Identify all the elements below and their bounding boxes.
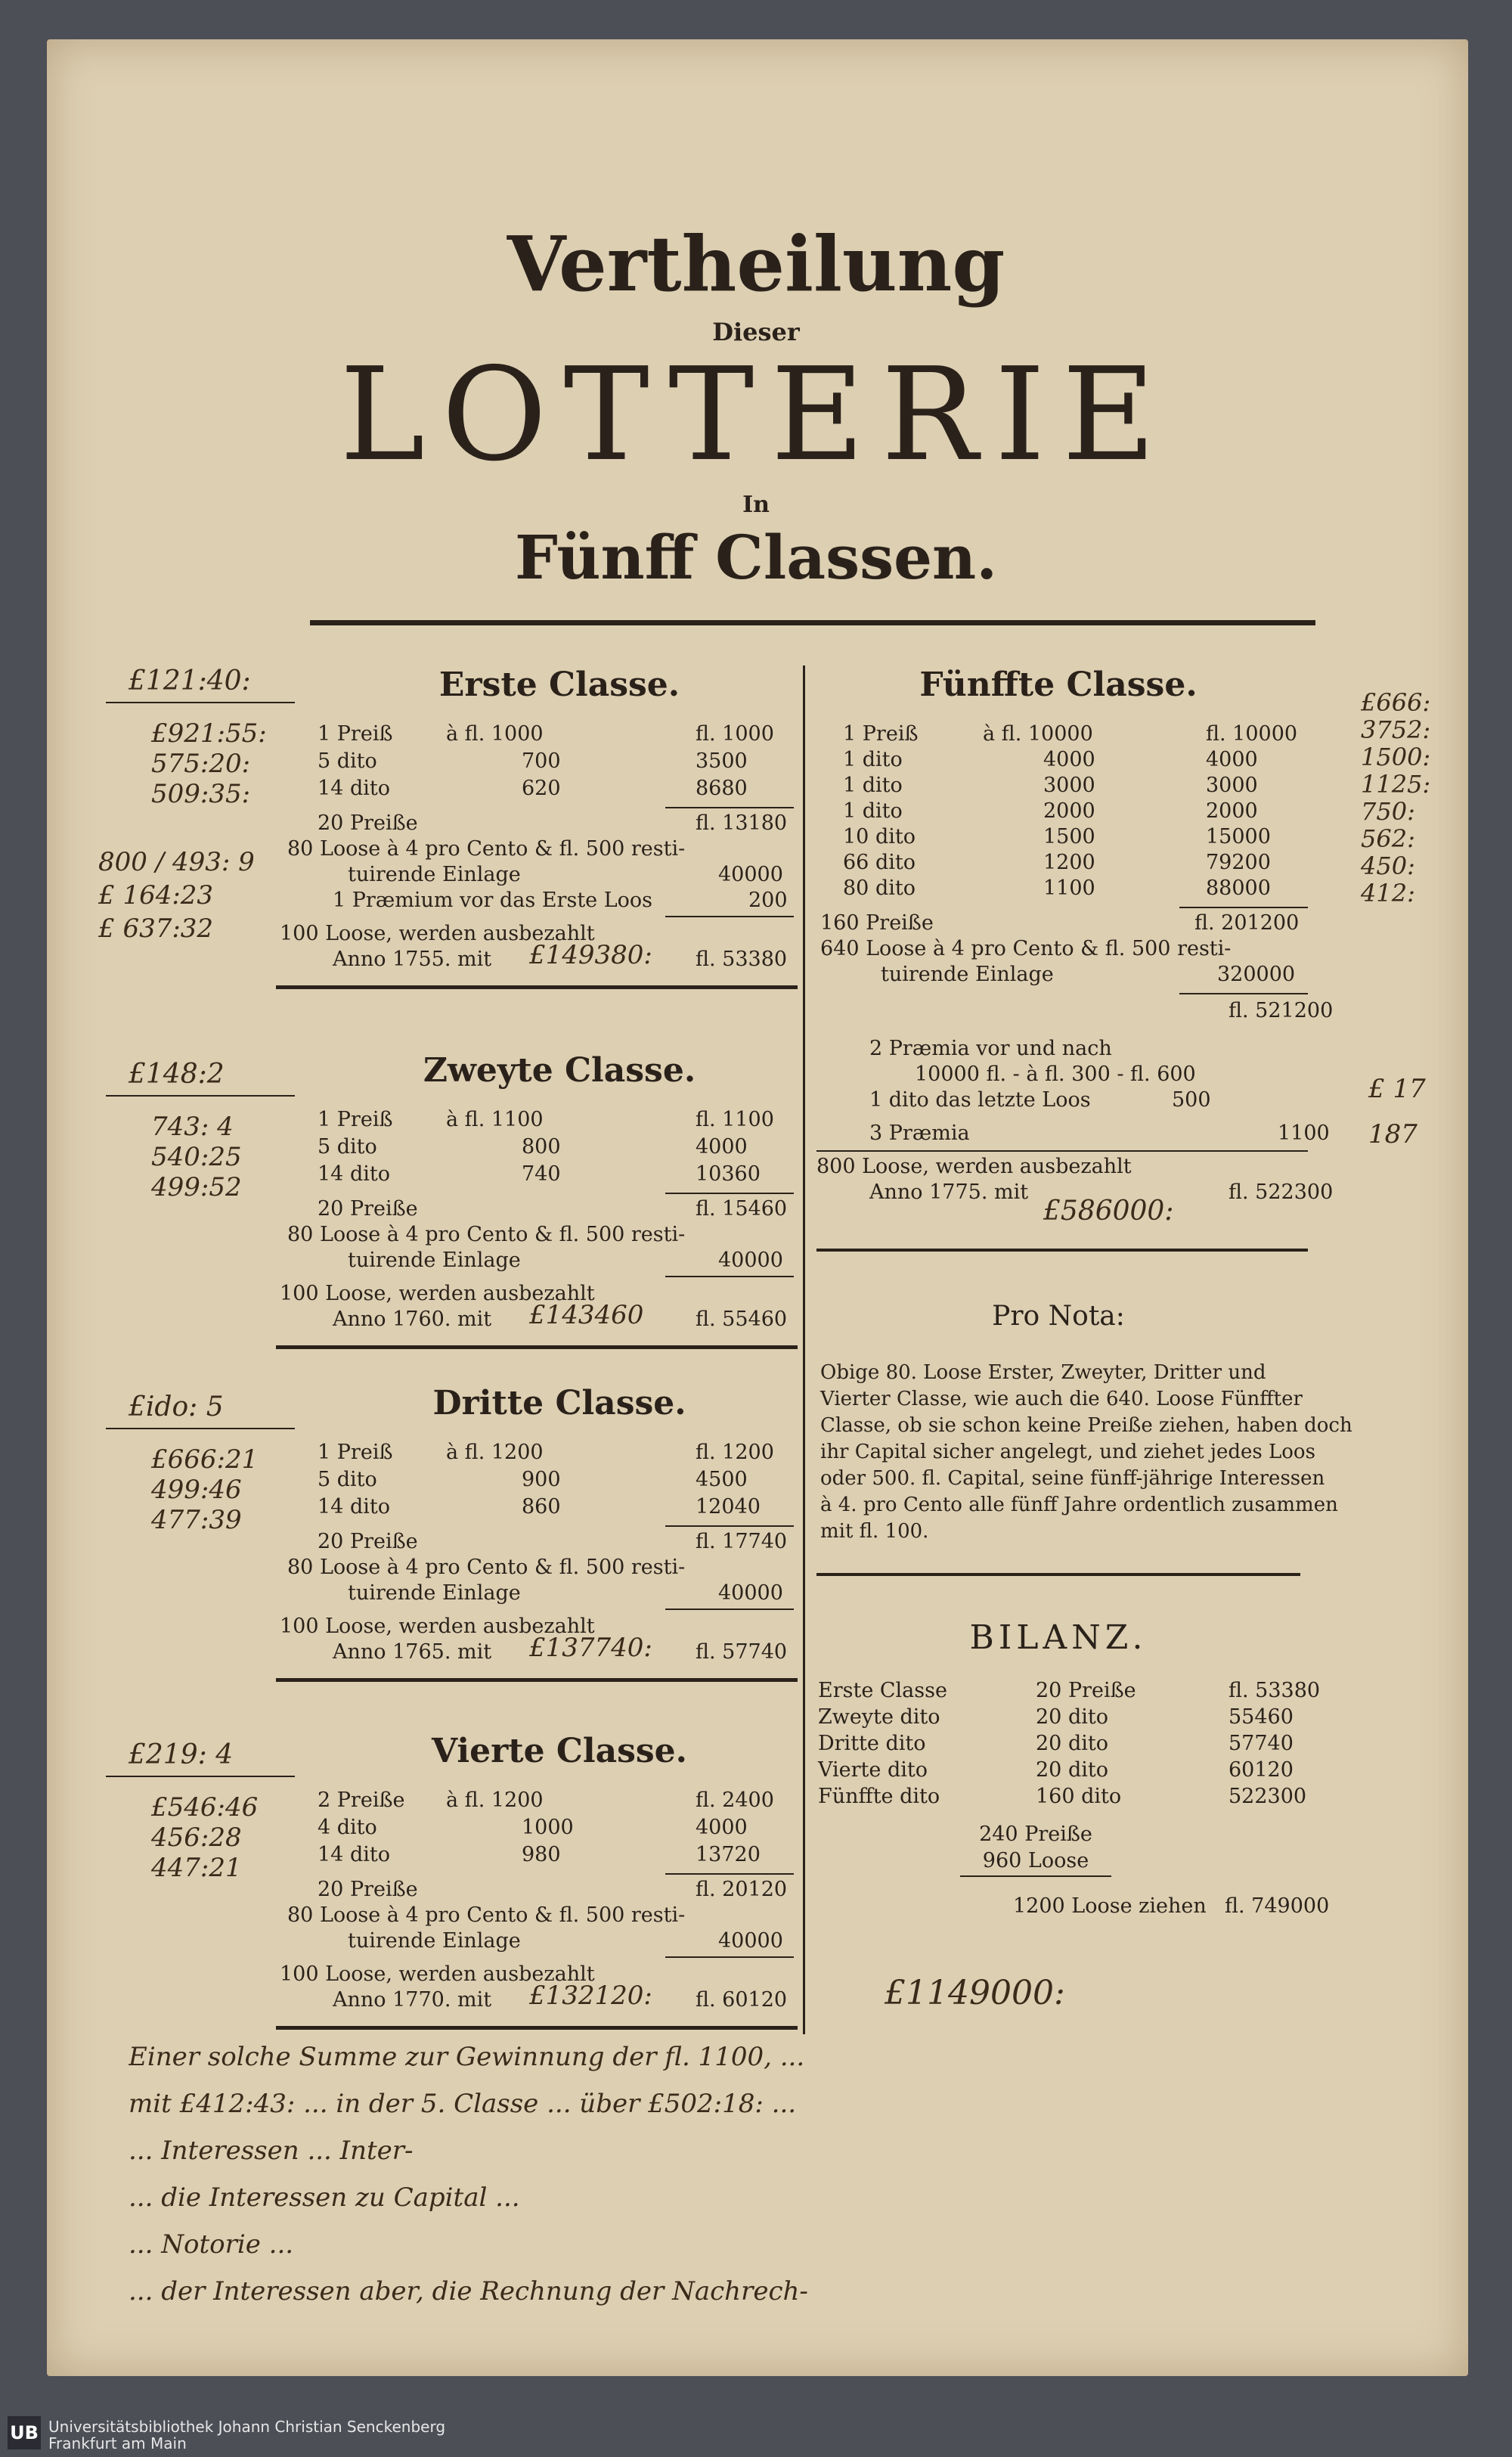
prize-amount: 3000 xyxy=(1043,774,1095,797)
title-in: In xyxy=(742,492,770,518)
sum-value: fl. 20120 xyxy=(696,1878,788,1901)
premia-line-1: 2 Præmia vor und nach xyxy=(869,1037,1112,1060)
bilanz-amount: 522300 xyxy=(1228,1785,1307,1808)
prize-count: 1 Preiß xyxy=(843,722,919,746)
prize-amount: à fl. 10000 xyxy=(983,722,1093,746)
paid-line-1: 800 Loose, werden ausbezahlt xyxy=(816,1155,1132,1178)
sum-value: fl. 15460 xyxy=(696,1197,788,1221)
paid-line-1: 100 Loose, werden ausbezahlt xyxy=(280,1615,595,1638)
paid-rule xyxy=(665,916,794,917)
paid-rule xyxy=(665,1956,794,1958)
bilanz-prizes: 20 dito xyxy=(1036,1705,1108,1729)
prize-count: 1 Preiß xyxy=(318,722,393,746)
margin-note: £546:46 xyxy=(151,1792,259,1823)
margin-note: £ 164:23 xyxy=(98,880,214,911)
margin-note: 1500: xyxy=(1361,743,1431,771)
fifth-end-rule xyxy=(816,1249,1308,1252)
bilanz-final-value: fl. 749000 xyxy=(1225,1894,1330,1918)
margin-note: 447:21 xyxy=(151,1853,242,1883)
title-lotterie: LOTTERIE xyxy=(339,340,1173,490)
prize-amount: 2000 xyxy=(1043,799,1095,823)
margin-note: 800 / 493: 9 xyxy=(98,847,255,877)
bilanz-amount: 55460 xyxy=(1228,1705,1294,1729)
prize-amount: 700 xyxy=(522,749,561,773)
bilanz-prizes: 20 Preiße xyxy=(1036,1679,1136,1702)
sum-rule xyxy=(665,807,794,808)
title-dieser: Dieser xyxy=(712,318,800,346)
sum-value: fl. 17740 xyxy=(696,1530,788,1553)
paid-value: fl. 522300 xyxy=(1228,1180,1334,1204)
prize-count: 1 dito xyxy=(843,774,903,797)
lots-value: 40000 xyxy=(718,1249,783,1272)
bilanz-class: Vierte dito xyxy=(818,1758,928,1782)
bilanz-prizes: 160 dito xyxy=(1036,1785,1122,1808)
lots-line-1: 80 Loose à 4 pro Cento & fl. 500 resti- xyxy=(287,837,686,861)
class-heading: Erste Classe. xyxy=(438,665,680,704)
sum-rule xyxy=(665,1873,794,1875)
prize-total: fl. 1000 xyxy=(696,722,774,746)
prize-total: 88000 xyxy=(1206,876,1271,900)
paid-line-1: 100 Loose, werden ausbezahlt xyxy=(280,1962,595,1986)
lots-value: 40000 xyxy=(718,863,783,886)
margin-note: £219: 4 xyxy=(129,1739,234,1770)
paid-value: fl. 53380 xyxy=(696,948,788,971)
class-end-rule xyxy=(276,2026,798,2030)
paid-line-1: 100 Loose, werden ausbezahlt xyxy=(280,1282,595,1305)
class-heading: Dritte Classe. xyxy=(432,1384,686,1422)
handwritten-line: ... Interessen ... Inter- xyxy=(129,2136,414,2166)
bilanz-class: Dritte dito xyxy=(818,1732,926,1755)
prize-amount: à fl. 1100 xyxy=(446,1108,544,1131)
handwritten-line: Einer solche Summe zur Gewinnung der fl. 1100, ... xyxy=(129,2042,805,2072)
nota-heading: Pro Nota: xyxy=(992,1301,1125,1332)
handwritten-line: ... Notorie ... xyxy=(129,2229,294,2260)
margin-note: 562: xyxy=(1361,824,1415,853)
library-footer xyxy=(0,2409,1512,2457)
class-hand-total: £132120: xyxy=(529,1981,652,2011)
prize-amount: 4000 xyxy=(1043,748,1095,771)
class-heading: Vierte Classe. xyxy=(432,1732,687,1770)
margin-note: £921:55: xyxy=(151,718,267,749)
library-name: Universitätsbibliothek Johann Christian Senckenberg xyxy=(48,2418,446,2436)
prize-total: 3500 xyxy=(696,749,748,773)
paid-line-1: 100 Loose, werden ausbezahlt xyxy=(280,922,595,945)
prize-amount: à fl. 1000 xyxy=(446,722,544,746)
prize-total: 79200 xyxy=(1206,851,1271,874)
class-end-rule xyxy=(276,1345,798,1349)
sum-label: 20 Preiße xyxy=(318,811,418,835)
lots-line-2: tuirende Einlage xyxy=(348,863,521,886)
bilanz-sum-lots: 960 Loose xyxy=(982,1849,1089,1872)
prize-count: 14 dito xyxy=(318,1843,390,1866)
lots-value: 40000 xyxy=(718,1581,783,1605)
library-logo: UB xyxy=(8,2416,41,2449)
library-city: Frankfurt am Main xyxy=(48,2434,187,2452)
premia-line-2: 10000 fl. - à fl. 300 - fl. 600 xyxy=(915,1063,1196,1086)
paid-line-2: Anno 1755. mit xyxy=(333,948,492,971)
prize-amount: 1200 xyxy=(1043,851,1095,874)
margin-note: 499:46 xyxy=(151,1475,242,1505)
prize-total: 15000 xyxy=(1206,825,1271,848)
prize-count: 1 Preiß xyxy=(318,1441,393,1464)
nota-line: à 4. pro Cento alle fünff Jahre ordentlich zusammen xyxy=(820,1494,1338,1516)
paid-line-2: Anno 1770. mit xyxy=(333,1988,492,2012)
bilanz-class: Zweyte dito xyxy=(818,1705,940,1729)
margin-rule xyxy=(106,1428,295,1429)
paid-rule xyxy=(665,1276,794,1277)
margin-note: £121:40: xyxy=(129,665,251,696)
sum-label: 20 Preiße xyxy=(318,1878,418,1901)
prize-count: 80 dito xyxy=(843,876,916,900)
title-vertheilung: Vertheilung xyxy=(507,219,1005,309)
bilanz-sum-rule xyxy=(960,1875,1111,1877)
margin-note: 540:25 xyxy=(151,1142,242,1172)
nota-line: Vierter Classe, wie auch die 640. Loose Fünffter xyxy=(820,1388,1303,1410)
prize-amount: 980 xyxy=(522,1843,561,1866)
prize-count: 1 Preiß xyxy=(318,1108,393,1131)
prize-count: 10 dito xyxy=(843,825,916,848)
prize-amount: à fl. 1200 xyxy=(446,1441,544,1464)
prize-count: 1 dito xyxy=(843,799,903,823)
bilanz-class: Fünffte dito xyxy=(818,1785,940,1808)
bilanz-prizes: 20 dito xyxy=(1036,1732,1108,1755)
prize-total: fl. 1200 xyxy=(696,1441,774,1464)
title-rule xyxy=(310,620,1315,625)
premium-value: 200 xyxy=(748,889,788,912)
lots-line-2: tuirende Einlage xyxy=(348,1929,521,1953)
prize-count: 4 dito xyxy=(318,1816,377,1839)
bilanz-final-label: 1200 Loose ziehen xyxy=(1013,1894,1207,1918)
margin-note: 187 xyxy=(1368,1119,1418,1149)
margin-note: 750: xyxy=(1361,797,1415,826)
prize-amount: 860 xyxy=(522,1495,561,1519)
class-end-rule xyxy=(276,1678,798,1682)
class-hand-total: £137740: xyxy=(529,1633,652,1663)
prize-total: 13720 xyxy=(696,1843,761,1866)
bilanz-amount: 60120 xyxy=(1228,1758,1294,1782)
nota-line: mit fl. 100. xyxy=(820,1520,929,1543)
prize-total: 4000 xyxy=(696,1816,748,1839)
margin-note: 450: xyxy=(1361,852,1415,880)
class-hand-total: £149380: xyxy=(529,940,652,970)
paid-value: fl. 60120 xyxy=(696,1988,788,2012)
margin-rule xyxy=(106,1095,295,1097)
class-hand-total: £143460 xyxy=(529,1300,644,1330)
margin-note: 3752: xyxy=(1361,715,1431,744)
prize-amount: à fl. 1200 xyxy=(446,1788,544,1812)
prize-count: 14 dito xyxy=(318,1495,390,1519)
prize-amount: 900 xyxy=(522,1468,561,1491)
prize-count: 2 Preiße xyxy=(318,1788,405,1812)
margin-note: 743: 4 xyxy=(151,1112,234,1142)
margin-note: 1125: xyxy=(1361,770,1431,799)
prize-amount: 740 xyxy=(522,1162,561,1186)
handwritten-line: ... die Interessen zu Capital ... xyxy=(129,2182,520,2213)
prize-count: 5 dito xyxy=(318,749,377,773)
paid-value: fl. 57740 xyxy=(696,1640,788,1664)
prize-count: 5 dito xyxy=(318,1135,377,1159)
prize-total: 3000 xyxy=(1206,774,1258,797)
margin-note: 456:28 xyxy=(151,1823,242,1853)
premia-sum-value: 1100 xyxy=(1278,1121,1330,1145)
margin-note: £666:21 xyxy=(151,1444,259,1475)
fifth-hand-total: £586000: xyxy=(1043,1196,1174,1227)
paid-value: fl. 55460 xyxy=(696,1308,788,1331)
margin-note: £148:2 xyxy=(129,1059,225,1090)
prize-total: 2000 xyxy=(1206,799,1258,823)
prize-total: 12040 xyxy=(696,1495,761,1519)
prize-amount: 1100 xyxy=(1043,876,1095,900)
margin-note: £666: xyxy=(1361,688,1431,717)
premia-line-3-value: 500 xyxy=(1172,1088,1211,1112)
bilanz-amount: 57740 xyxy=(1228,1732,1294,1755)
prize-total: 4000 xyxy=(1206,748,1258,771)
prize-amount: 800 xyxy=(522,1135,561,1159)
sum-value: fl. 13180 xyxy=(696,811,788,835)
lots-line-1: 640 Loose à 4 pro Cento & fl. 500 resti- xyxy=(820,937,1232,960)
bilanz-sum-prizes: 240 Preiße xyxy=(979,1823,1092,1846)
margin-note: 477:39 xyxy=(151,1505,242,1535)
margin-rule xyxy=(106,702,295,703)
subtotal-value: fl. 521200 xyxy=(1228,999,1334,1022)
handwritten-line: ... der Interessen aber, die Rechnung der Nachrech- xyxy=(129,2276,808,2307)
margin-note: 509:35: xyxy=(151,779,251,809)
sum-label: 20 Preiße xyxy=(318,1197,418,1221)
sum-value: fl. 201200 xyxy=(1194,911,1300,935)
prize-total: fl. 2400 xyxy=(696,1788,774,1812)
nota-line: Classe, ob sie schon keine Preiße ziehen, haben doch xyxy=(820,1414,1352,1437)
prize-count: 14 dito xyxy=(318,777,390,800)
handwritten-line: mit £412:43: ... in der 5. Classe ... über £502:18: ... xyxy=(129,2089,797,2119)
paid-line-2: Anno 1775. mit xyxy=(869,1180,1029,1204)
prize-total: 10360 xyxy=(696,1162,761,1186)
bilanz-rule xyxy=(816,1573,1300,1576)
sum-label: 20 Preiße xyxy=(318,1530,418,1553)
sum-rule xyxy=(665,1193,794,1194)
lots-line-1: 80 Loose à 4 pro Cento & fl. 500 resti- xyxy=(287,1223,686,1246)
margin-note: 412: xyxy=(1361,879,1415,907)
lots-line-2: tuirende Einlage xyxy=(348,1249,521,1272)
lots-line-1: 80 Loose à 4 pro Cento & fl. 500 resti- xyxy=(287,1556,686,1579)
margin-rule xyxy=(106,1776,295,1777)
prize-amount: 1000 xyxy=(522,1816,574,1839)
sum-rule xyxy=(1179,907,1308,908)
paid-rule xyxy=(665,1609,794,1610)
fifth-class-heading: Fünffte Classe. xyxy=(919,665,1198,704)
premia-sum-label: 3 Præmia xyxy=(869,1121,970,1145)
prize-total: fl. 10000 xyxy=(1206,722,1298,746)
bilanz-class: Erste Classe xyxy=(818,1679,947,1702)
margin-note: £ 637:32 xyxy=(98,914,214,944)
sum-rule xyxy=(665,1525,794,1527)
lots-line-2: tuirende Einlage xyxy=(348,1581,521,1605)
prize-amount: 620 xyxy=(522,777,561,800)
paid-rule xyxy=(816,1150,1308,1152)
sum-label: 160 Preiße xyxy=(820,911,934,935)
paid-line-2: Anno 1760. mit xyxy=(333,1308,492,1331)
lots-line-2: tuirende Einlage xyxy=(881,963,1054,986)
bilanz-heading: BILANZ. xyxy=(969,1618,1148,1657)
prize-count: 66 dito xyxy=(843,851,916,874)
prize-total: 4500 xyxy=(696,1468,748,1491)
premium-label: 1 Præmium vor das Erste Loos xyxy=(333,889,653,912)
nota-line: Obige 80. Loose Erster, Zweyter, Dritter und xyxy=(820,1361,1266,1384)
margin-note: 575:20: xyxy=(151,749,251,779)
prize-total: fl. 1100 xyxy=(696,1108,774,1131)
bilanz-prizes: 20 dito xyxy=(1036,1758,1108,1782)
lots-line-1: 80 Loose à 4 pro Cento & fl. 500 resti- xyxy=(287,1903,686,1927)
lots-value: 320000 xyxy=(1217,963,1296,986)
prize-total: 4000 xyxy=(696,1135,748,1159)
title-fuenff-classen: Fünff Classen. xyxy=(514,522,998,593)
bilanz-amount: fl. 53380 xyxy=(1228,1679,1321,1702)
column-divider xyxy=(803,665,805,2034)
lots-value: 40000 xyxy=(718,1929,783,1953)
prize-total: 8680 xyxy=(696,777,748,800)
prize-amount: 1500 xyxy=(1043,825,1095,848)
nota-line: oder 500. fl. Capital, seine fünff-jährige Interessen xyxy=(820,1467,1325,1490)
prize-count: 1 dito xyxy=(843,748,903,771)
class-heading: Zweyte Classe. xyxy=(423,1051,696,1090)
class-end-rule xyxy=(276,985,798,989)
paid-line-2: Anno 1765. mit xyxy=(333,1640,492,1664)
nota-line: ihr Capital sicher angelegt, und ziehet jedes Loos xyxy=(820,1441,1315,1463)
prize-count: 5 dito xyxy=(318,1468,377,1491)
margin-note: £ido: 5 xyxy=(129,1391,224,1422)
subtotal-rule xyxy=(1179,993,1308,994)
bilanz-hand-total: £1149000: xyxy=(885,1974,1065,2012)
margin-note: 499:52 xyxy=(151,1172,242,1202)
premia-line-3: 1 dito das letzte Loos xyxy=(869,1088,1091,1112)
prize-count: 14 dito xyxy=(318,1162,390,1186)
margin-note: £ 17 xyxy=(1368,1074,1426,1104)
